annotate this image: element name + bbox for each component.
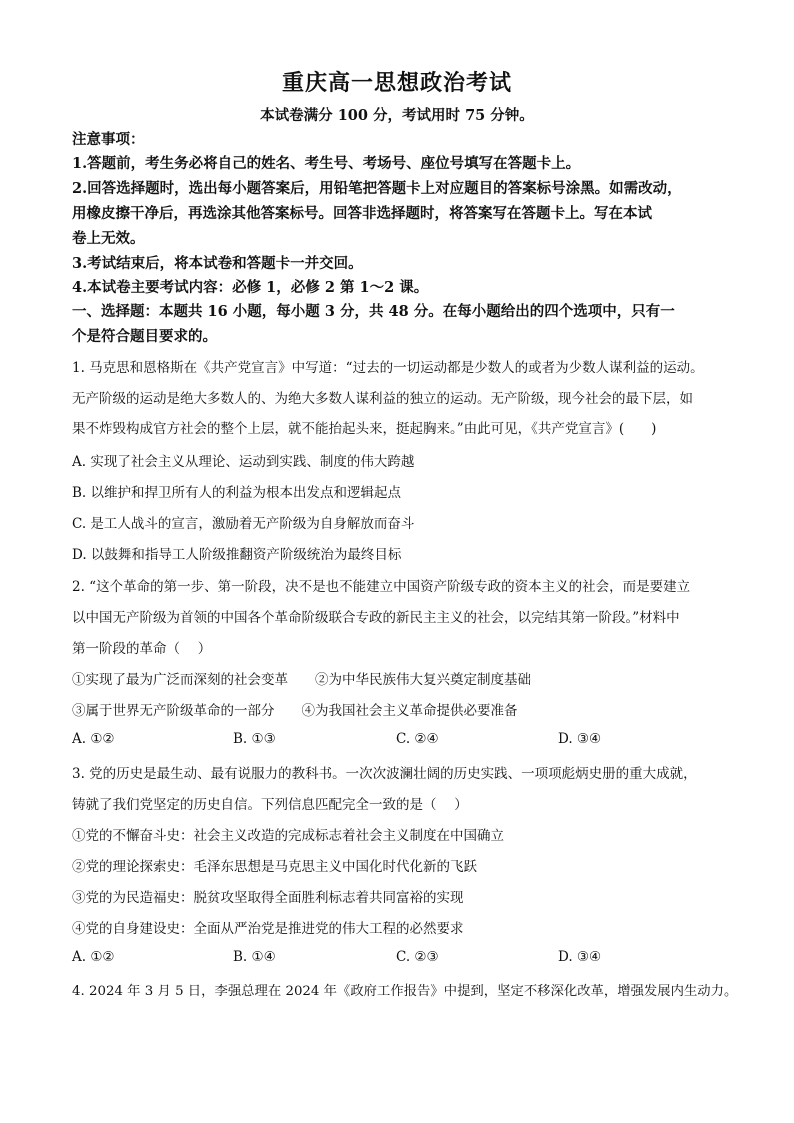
q3-option-b: B. ①④ bbox=[233, 949, 276, 965]
notice-item-2-cont: 用橡皮擦干净后，再选涂其他答案标号。回答非选择题时，将答案写在答题卡上。写在本试 bbox=[72, 205, 652, 222]
section-heading-cont: 个是符合题目要求的。 bbox=[72, 328, 217, 345]
q1-option-c: C. 是工人战斗的宣言，激励着无产阶级为自身解放而奋斗 bbox=[72, 516, 415, 532]
q2-option-c: C. ②④ bbox=[396, 731, 439, 747]
q2-stem-line-1: 2. “这个革命的第一步、第一阶段，决不是也不能建立中国资产阶级专政的资本主义的社会，而是要建立 bbox=[72, 579, 691, 595]
q4-stem-line-1: 4. 2024 年 3 月 5 日，李强总理在 2024 年《政府工作报告》中提到，坚定不移深化改革，增强发展内生动力。 bbox=[72, 984, 738, 999]
notice-item-1: 1.答题前，考生务必将自己的姓名、考生号、考场号、座位号填写在答题卡上。 bbox=[72, 155, 581, 172]
q3-option-c: C. ②③ bbox=[396, 949, 439, 965]
q2-stem-line-3: 第一阶段的革命（ ） bbox=[72, 641, 212, 657]
q3-statement-4: ④党的自身建设史：全面从严治党是推进党的伟大工程的必然要求 bbox=[72, 921, 464, 937]
q3-option-a: A. ①② bbox=[72, 949, 115, 965]
q2-option-d: D. ③④ bbox=[558, 731, 602, 747]
q3-statement-3: ③党的为民造福史：脱贫攻坚取得全面胜利标志着共同富裕的实现 bbox=[72, 890, 464, 906]
q3-statement-1: ①党的不懈奋斗史：社会主义改造的完成标志着社会主义制度在中国确立 bbox=[72, 828, 504, 844]
q1-option-b: B. 以维护和捍卫所有人的利益为根本出发点和逻辑起点 bbox=[72, 485, 402, 501]
q3-stem-line-1: 3. 党的历史是最生动、最有说服力的教科书。一次次波澜壮阔的历史实践、一项项彪炳史册的重大成就， bbox=[72, 766, 697, 782]
q2-statements-1: ①实现了最为广泛而深刻的社会变革 ②为中华民族伟大复兴奠定制度基础 bbox=[72, 672, 531, 688]
notice-item-3: 3.考试结束后，将本试卷和答题卡一并交回。 bbox=[72, 255, 363, 272]
notice-item-4: 4.本试卷主要考试内容：必修 1，必修 2 第 1～2 课。 bbox=[72, 279, 429, 296]
q1-stem-line-1: 1. 马克思和恩格斯在《共产党宣言》中写道：“过去的一切运动都是少数人的或者为少数人谋利益的运动。 bbox=[72, 360, 704, 376]
exam-subtitle: 本试卷满分 100 分，考试用时 75 分钟。 bbox=[260, 107, 534, 124]
q1-option-d: D. 以鼓舞和指导工人阶级推翻资产阶级统治为最终目标 bbox=[72, 547, 402, 563]
notice-heading: 注意事项： bbox=[72, 131, 145, 148]
q2-option-a: A. ①② bbox=[72, 731, 115, 747]
notice-item-2-end: 卷上无效。 bbox=[72, 230, 145, 247]
section-heading: 一、选择题：本题共 16 小题，每小题 3 分，共 48 分。在每小题给出的四个选项中，只有一 bbox=[72, 303, 675, 320]
q3-option-d: D. ③④ bbox=[558, 949, 602, 965]
q1-stem-line-2: 无产阶级的运动是绝大多数人的、为绝大多数人谋利益的独立的运动。无产阶级，现今社会的最下层，如 bbox=[72, 391, 693, 407]
q1-stem-line-3: 果不炸毁构成官方社会的整个上层，就不能抬起头来，挺起胸来。”由此可见，《共产党宣言》( ) bbox=[72, 421, 657, 437]
notice-item-2: 2.回答选择题时，选出每小题答案后，用铅笔把答题卡上对应题目的答案标号涂黑。如需改动， bbox=[72, 180, 682, 197]
q2-stem-line-2: 以中国无产阶级为首领的中国各个革命阶级联合专政的新民主主义的社会，以完结其第一阶段。”材料中 bbox=[72, 610, 680, 626]
q3-stem-line-2: 铸就了我们党坚定的历史自信。下列信息匹配完全一致的是（ ） bbox=[72, 797, 468, 813]
page-title: 重庆高一思想政治考试 bbox=[281, 71, 512, 96]
q1-option-a: A. 实现了社会主义从理论、运动到实践、制度的伟大跨越 bbox=[72, 454, 415, 470]
q2-statements-2: ③属于世界无产阶级革命的一部分 ④为我国社会主义革命提供必要准备 bbox=[72, 703, 518, 719]
q3-statement-2: ②党的理论探索史：毛泽东思想是马克思主义中国化时代化新的飞跃 bbox=[72, 859, 477, 875]
q2-option-b: B. ①③ bbox=[233, 731, 276, 747]
